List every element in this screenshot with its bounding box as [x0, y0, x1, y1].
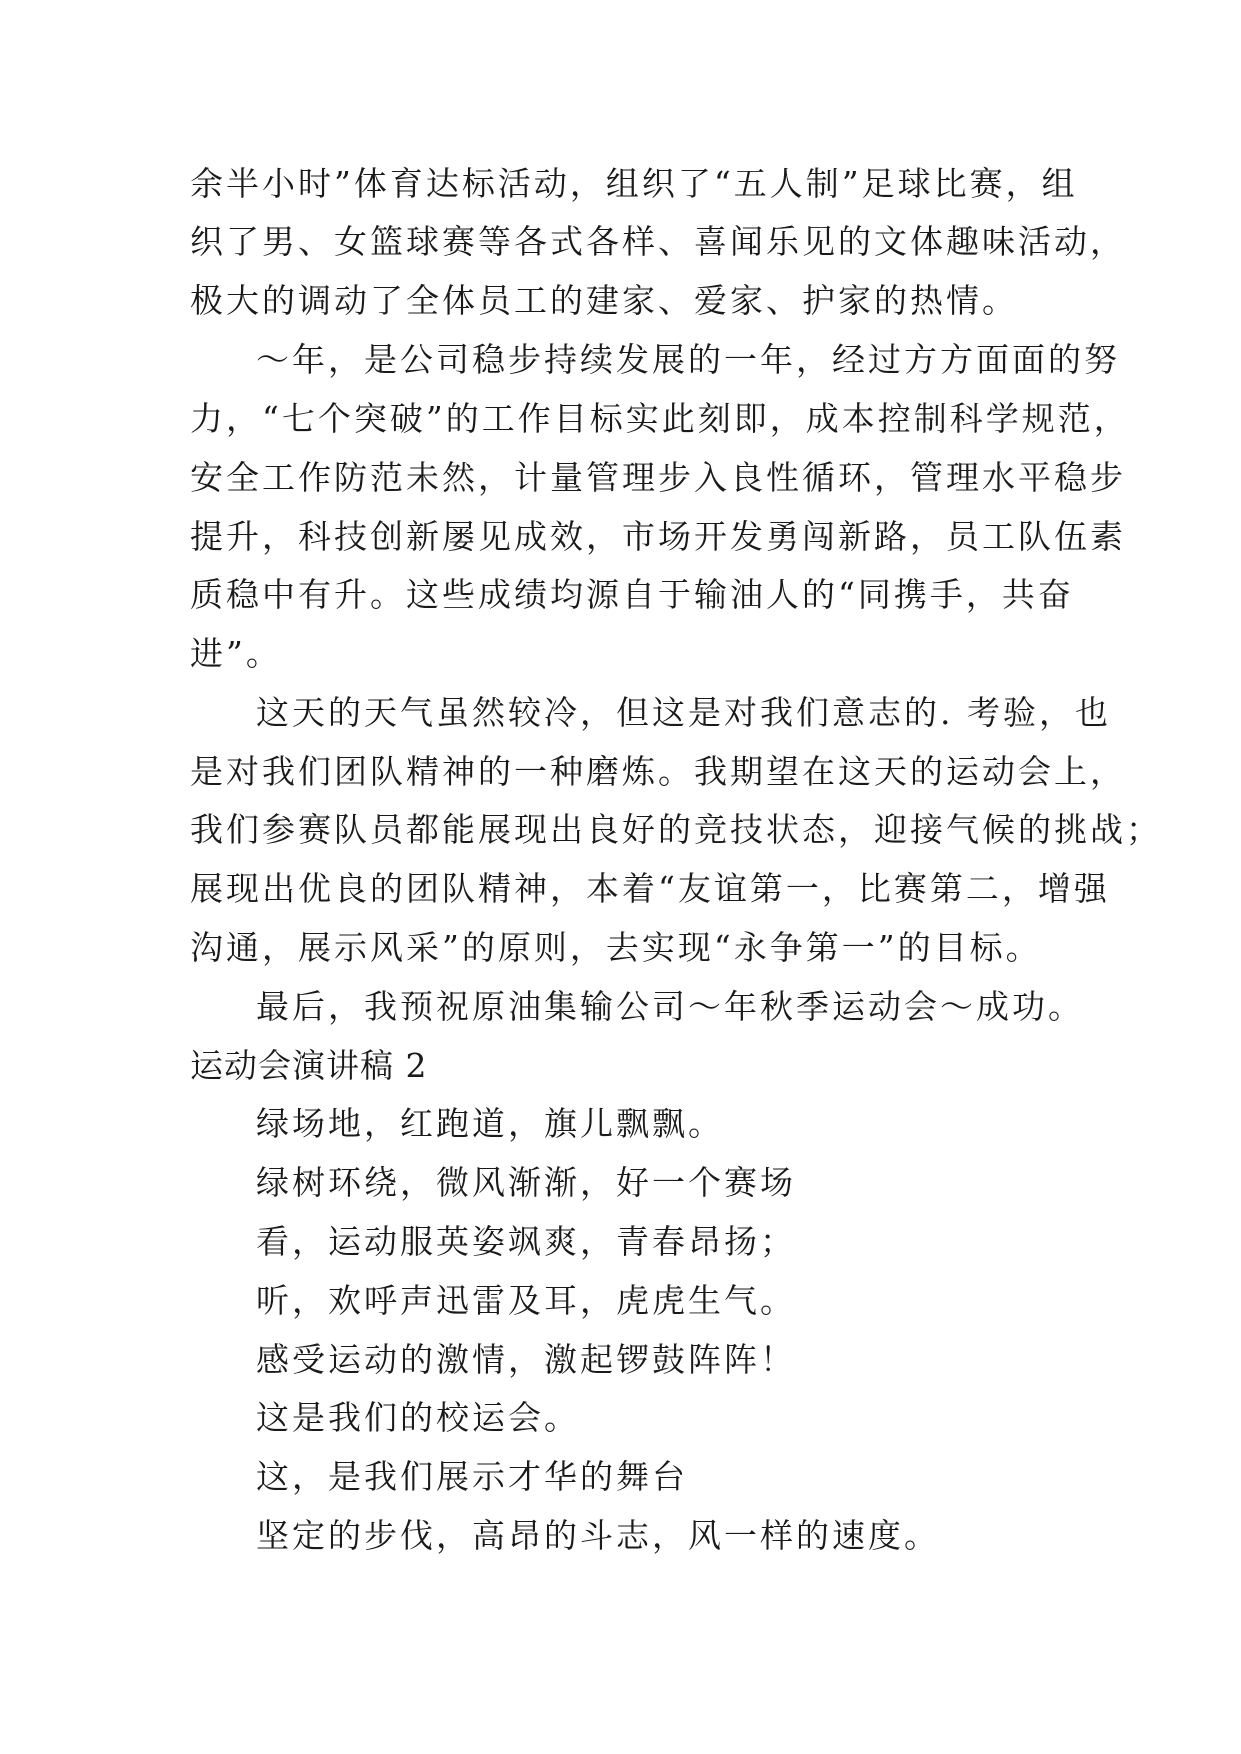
paragraph-line: 沟通，展示风采”的原则，去实现“永争第一”的目标。 [190, 928, 1042, 967]
poem-line: 听，欢呼声迅雷及耳，虎虎生气。 [256, 1281, 796, 1320]
paragraph-line: 提升，科技创新屡见成效，市场开发勇闯新路，员工队伍素 [190, 517, 1126, 556]
paragraph-line: 进”。 [190, 634, 282, 673]
paragraph-line: 质稳中有升。这些成绩均源自于输油人的“同携手，共奋 [190, 575, 1074, 614]
paragraph-line: 展现出优良的团队精神，本着“友谊第一，比赛第二，增强 [190, 869, 1110, 908]
poem-line: 看，运动服英姿飒爽，青春昂扬； [256, 1222, 796, 1261]
paragraph-line: 这天的天气虽然较冷，但这是对我们意志的. 考验，也 [256, 693, 1111, 732]
poem-line: 感受运动的激情，激起锣鼓阵阵！ [256, 1340, 796, 1379]
poem-line: 绿场地，红跑道，旗儿飘飘。 [256, 1104, 724, 1143]
paragraph-line: 极大的调动了全体员工的建家、爱家、护家的热情。 [190, 281, 1018, 320]
poem-line: 这，是我们展示才华的舞台 [256, 1457, 688, 1496]
paragraph-line: 是对我们团队精神的一种磨炼。我期望在这天的运动会上， [190, 752, 1126, 791]
paragraph-line: ～年，是公司稳步持续发展的一年，经过方方面面的努 [256, 340, 1120, 379]
poem-line: 坚定的步伐，高昂的斗志，风一样的速度。 [256, 1516, 940, 1555]
paragraph-line: 安全工作防范未然，计量管理步入良性循环，管理水平稳步 [190, 458, 1126, 497]
paragraph-line: 最后，我预祝原油集输公司～年秋季运动会～成功。 [256, 987, 1084, 1026]
paragraph-line: 我们参赛队员都能展现出良好的竞技状态，迎接气候的挑战； [190, 810, 1162, 849]
poem-line: 这是我们的校运会。 [256, 1398, 580, 1437]
paragraph-line: 织了男、女篮球赛等各式各样、喜闻乐见的文体趣味活动， [190, 222, 1126, 261]
section-heading: 运动会演讲稿 2 [190, 1046, 428, 1085]
paragraph-line: 余半小时”体育达标活动，组织了“五人制”足球比赛，组 [190, 164, 1078, 203]
paragraph-line: 力，“七个突破”的工作目标实此刻即，成本控制科学规范， [190, 399, 1130, 438]
poem-line: 绿树环绕，微风渐渐，好一个赛场 [256, 1163, 796, 1202]
